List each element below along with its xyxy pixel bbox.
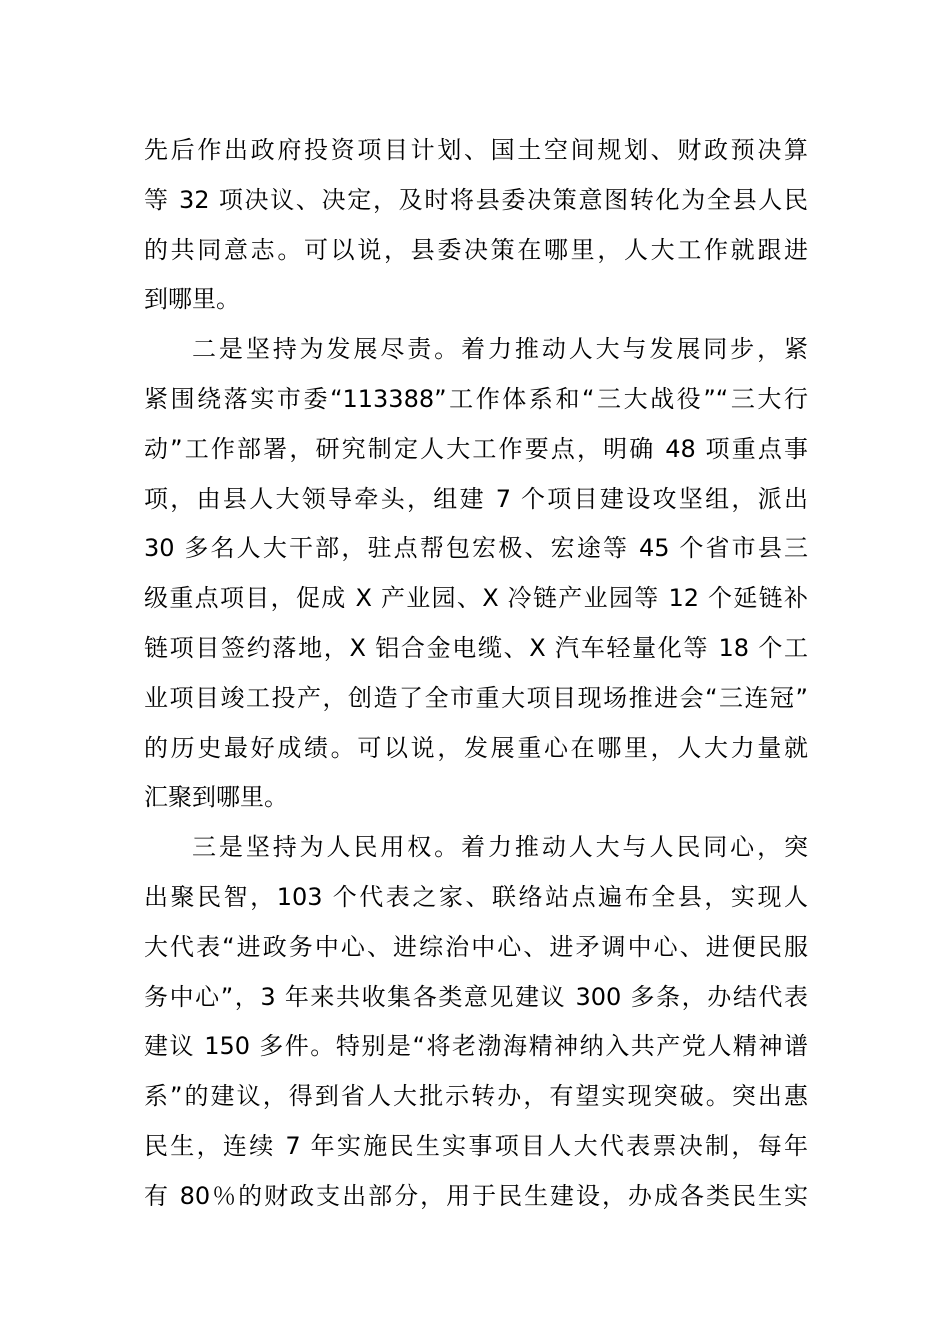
paragraph-2 — [144, 325, 808, 823]
text-line: 30 多名人大干部，驻点帮包宏极、宏途等 45 个省市县三 — [144, 534, 808, 563]
text-line: 大代表“进政务中心、进综治中心、进矛调中心、进便民服 — [144, 932, 808, 961]
text-line: 有 80％的财政支出部分，用于民生建设，办成各类民生实 — [144, 1181, 808, 1210]
text-line: 到哪里。 — [144, 285, 240, 314]
text-line: 级重点项目，促成 X 产业园、X 冷链产业园等 12 个延链补 — [144, 584, 808, 613]
text-line: 出聚民智，103 个代表之家、联络站点遍布全县，实现人 — [144, 882, 808, 911]
text-line: 先后作出政府投资项目计划、国土空间规划、财政预决算 — [144, 136, 808, 164]
text-line: 民生，连续 7 年实施民生实事项目人大代表票决制，每年 — [144, 1131, 808, 1160]
text-line: 系”的建议，得到省人大批示转办，有望实现突破。突出惠 — [144, 1082, 808, 1111]
text-line-indent: 二是坚持为发展尽责。着力推动人大与发展同步，紧 — [192, 335, 808, 364]
text-line: 业项目竣工投产，创造了全市重大项目现场推进会“三连冠” — [144, 683, 808, 712]
text-line: 紧围绕落实市委“113388”工作体系和“三大战役”“三大行 — [144, 384, 808, 413]
text-line: 的历史最好成绩。可以说，发展重心在哪里，人大力量就 — [144, 733, 808, 762]
text-line: 动”工作部署，研究制定人大工作要点，明确 48 项重点事 — [144, 434, 808, 463]
text-line: 务中心”，3 年来共收集各类意见建议 300 多条，办结代表 — [144, 982, 808, 1011]
document-body — [144, 126, 808, 1222]
text-line: 汇聚到哪里。 — [144, 783, 288, 812]
text-line: 的共同意志。可以说，县委决策在哪里，人大工作就跟进 — [144, 235, 808, 264]
text-line: 项，由县人大领导牵头，组建 7 个项目建设攻坚组，派出 — [144, 484, 808, 513]
text-line: 等 32 项决议、决定，及时将县委决策意图转化为全县人民 — [144, 185, 808, 214]
text-line: 建议 150 多件。特别是“将老渤海精神纳入共产党人精神谱 — [144, 1032, 808, 1061]
paragraph-1 — [144, 126, 808, 325]
paragraph-3 — [144, 823, 808, 1221]
text-line: 链项目签约落地，X 铝合金电缆、X 汽车轻量化等 18 个工 — [144, 633, 808, 662]
text-line-indent: 三是坚持为人民用权。着力推动人大与人民同心，突 — [192, 833, 808, 862]
